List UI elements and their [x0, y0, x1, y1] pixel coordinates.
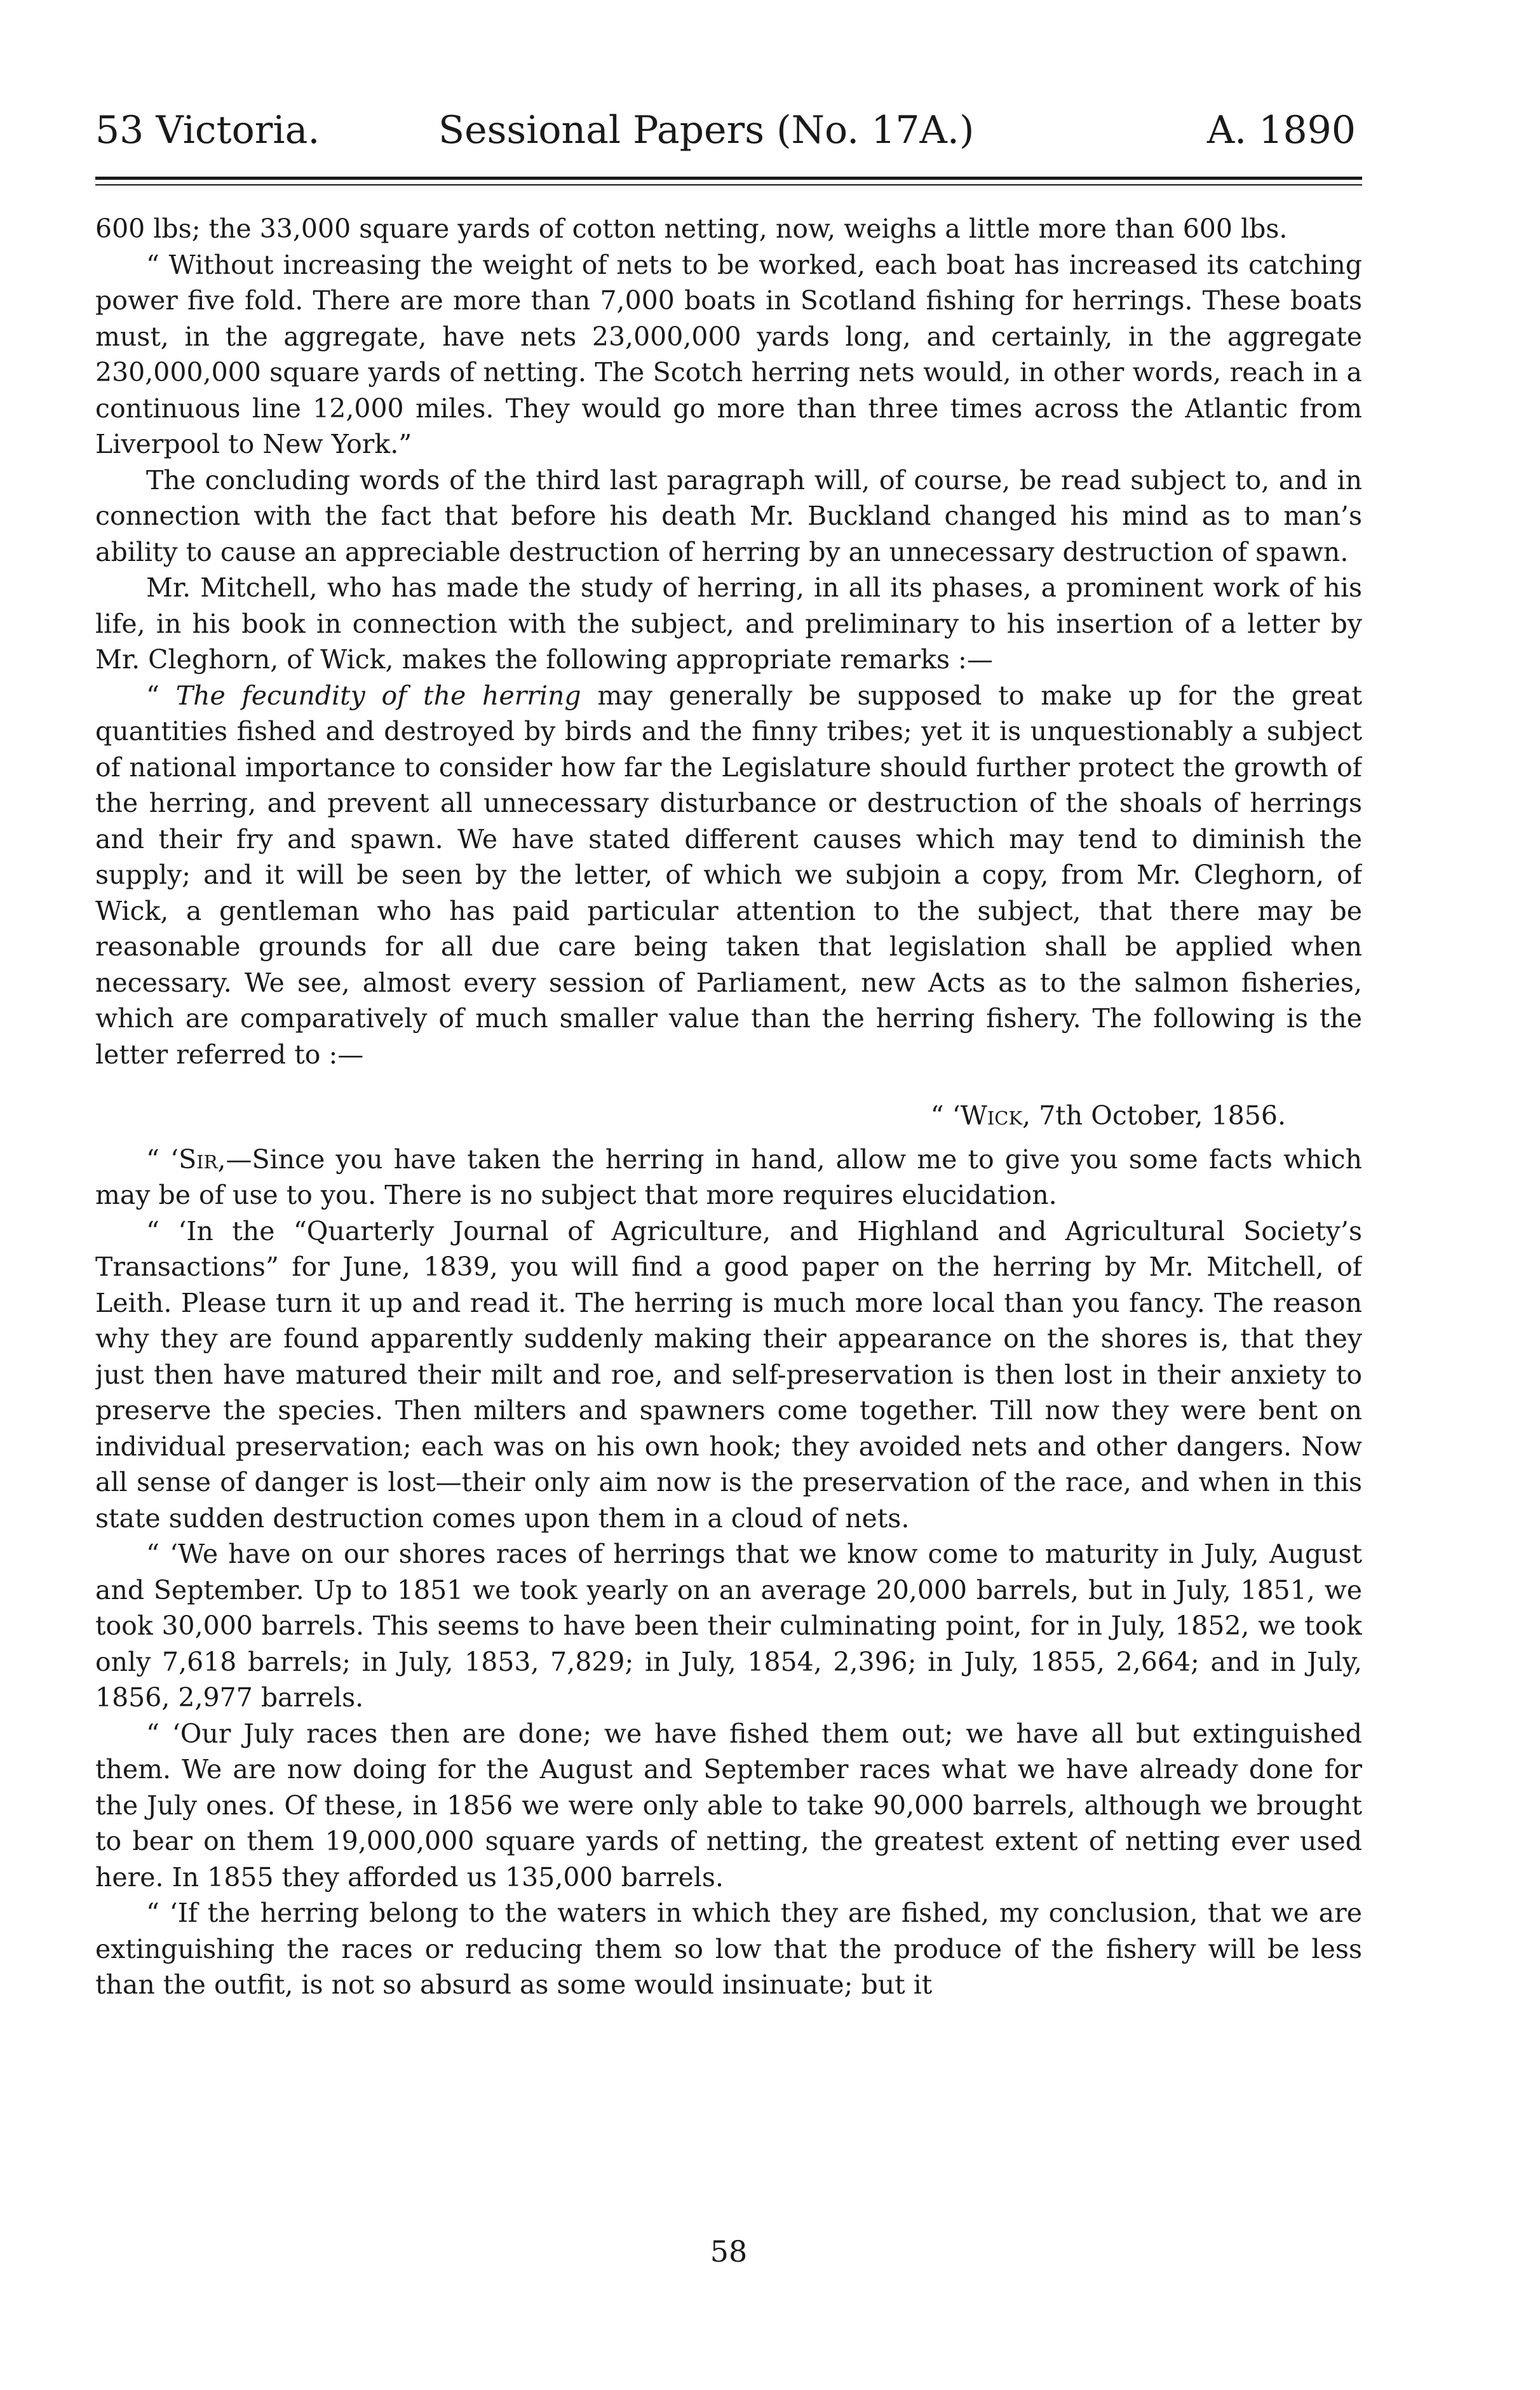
paragraph-4: Mr. Mitchell, who has made the study of herring, in all its phases, a prominent work of his life, in his book in connection with the subject, and preliminary to his insertion of a letter by Mr. Cleghorn, of Wick, makes the following appropriate remarks :—: [95, 572, 1362, 675]
salutation-sir: Sir: [179, 1144, 218, 1175]
paragraph-2: “ Without increasing the weight of nets to be worked, each boat has increased its catching power five fold. There are more than 7,000 boats in Scotland fishing for herrings. These boats must, in the aggregate, have nets 23,000,000 yards long, and certainly, in the aggregate 230,000,000 square yards of netting. The Scotch herring nets would, in other words, reach in a continuous line 12,000 miles. They would go more than three times across the Atlantic from Liverpool to New York.”: [95, 249, 1362, 459]
paragraph-1: 600 lbs; the 33,000 square yards of cotton netting, now, weighs a little more than 600 lbs.: [95, 213, 1288, 244]
paragraph-8: “ ‘In the “Quarterly Journal of Agriculture, and Highland and Agricultural Society’s Transactions” for June, 1839, you will find a good paper on the herring by Mr. Mitchell, of Leith. Please turn it up and read it. The herring is much more local than you fancy. The reason why they are found apparently suddenly making their appearance on the shores is, that they just then have matured their milt and roe, and self-preservation is then lost in their anxiety to preserve the species. Then milters and spawners come together. Till now they were bent on individual preservation; each was on his own hook; they avoided nets and other dangers. Now all sense of danger is lost—their only aim now is the preservation of the race, and when in this state sudden destruction comes upon them in a cloud of nets.: [95, 1215, 1362, 1534]
dateline-place: Wick: [960, 1100, 1023, 1131]
salutation-open: “ ‘: [146, 1144, 179, 1175]
paragraph-5-italic: The fecundity of the herring: [175, 680, 581, 711]
header-right: A. 1890: [1206, 108, 1356, 152]
running-head: [95, 95, 1362, 165]
letter-dateline: [95, 1098, 1362, 1134]
body-text: [95, 211, 1362, 2003]
header-rule-thick: [95, 177, 1362, 180]
letter-salutation: [95, 1142, 1362, 1213]
dateline-date: , 7th October, 1856.: [1022, 1100, 1286, 1131]
salutation-rest: ,—Since you have taken the herring in hand, allow me to give you some facts which may be of use to you. There is no subject that more requires elucidation.: [95, 1144, 1362, 1210]
header-left: 53 Victoria.: [95, 108, 320, 152]
paragraph-3: The concluding words of the third last paragraph will, of course, be read subject to, and in connection with the fact that before his death Mr. Buckland changed his mind as to man’s ability to cause an appreciable destruction of herring by an unnecessary destruction of spawn.: [95, 464, 1362, 567]
paragraph-10: “ ‘Our July races then are done; we have fished them out; we have all but extinguished them. We are now doing for the August and September races what we have already done for the July ones. Of these, in 1856 we were only able to take 90,000 barrels, although we brought to bear on them 19,000,000 square yards of netting, the greatest extent of netting ever used here. In 1855 they afforded us 135,000 barrels.: [95, 1718, 1362, 1893]
paragraph-9: “ ‘We have on our shores races of herrings that we know come to maturity in July, August and September. Up to 1851 we took yearly on an average 20,000 barrels, but in July, 1851, we took 30,000 barrels. This seems to have been their culminating point, for in July, 1852, we took only 7,618 barrels; in July, 1853, 7,829; in July, 1854, 2,396; in July, 1855, 2,664; and in July, 1856, 2,977 barrels.: [95, 1539, 1362, 1713]
page-number: 58: [710, 2234, 748, 2269]
header-center: Sessional Papers (No. 17A.): [438, 108, 975, 152]
paragraph-5: [95, 678, 1362, 1073]
header-rule-thin: [95, 184, 1362, 186]
paragraph-11: “ ‘If the herring belong to the waters in which they are fished, my conclusion, that we are extinguishing the races or reducing them so low that the produce of the fishery will be less than the outfit, is not so absurd as some would insinuate; but it: [95, 1898, 1362, 2000]
dateline-open: “ ‘: [930, 1100, 961, 1131]
paragraph-5-rest: may generally be supposed to make up for the great quantities fished and destroyed by birds and the finny tribes; yet it is unquestionably a subject of national importance to consider how far the Legislature should further protect the growth of the herring, and prevent all unnecessary disturbance or destruction of the shoals of herrings and their fry and spawn. We have stated different causes which may tend to diminish the supply; and it will be seen by the letter, of which we subjoin a copy, from Mr. Cleghorn, of Wick, a gentleman who has paid particular attention to the subject, that there may be reasonable grounds for all due care being taken that legislation shall be applied when necessary. We see, almost every session of Parliament, new Acts as to the salmon fisheries, which are comparatively of much smaller value than the herring fishery. The following is the letter referred to :—: [95, 680, 1362, 1070]
document-page: [95, 95, 1362, 2293]
paragraph-5-open: “: [146, 680, 176, 711]
